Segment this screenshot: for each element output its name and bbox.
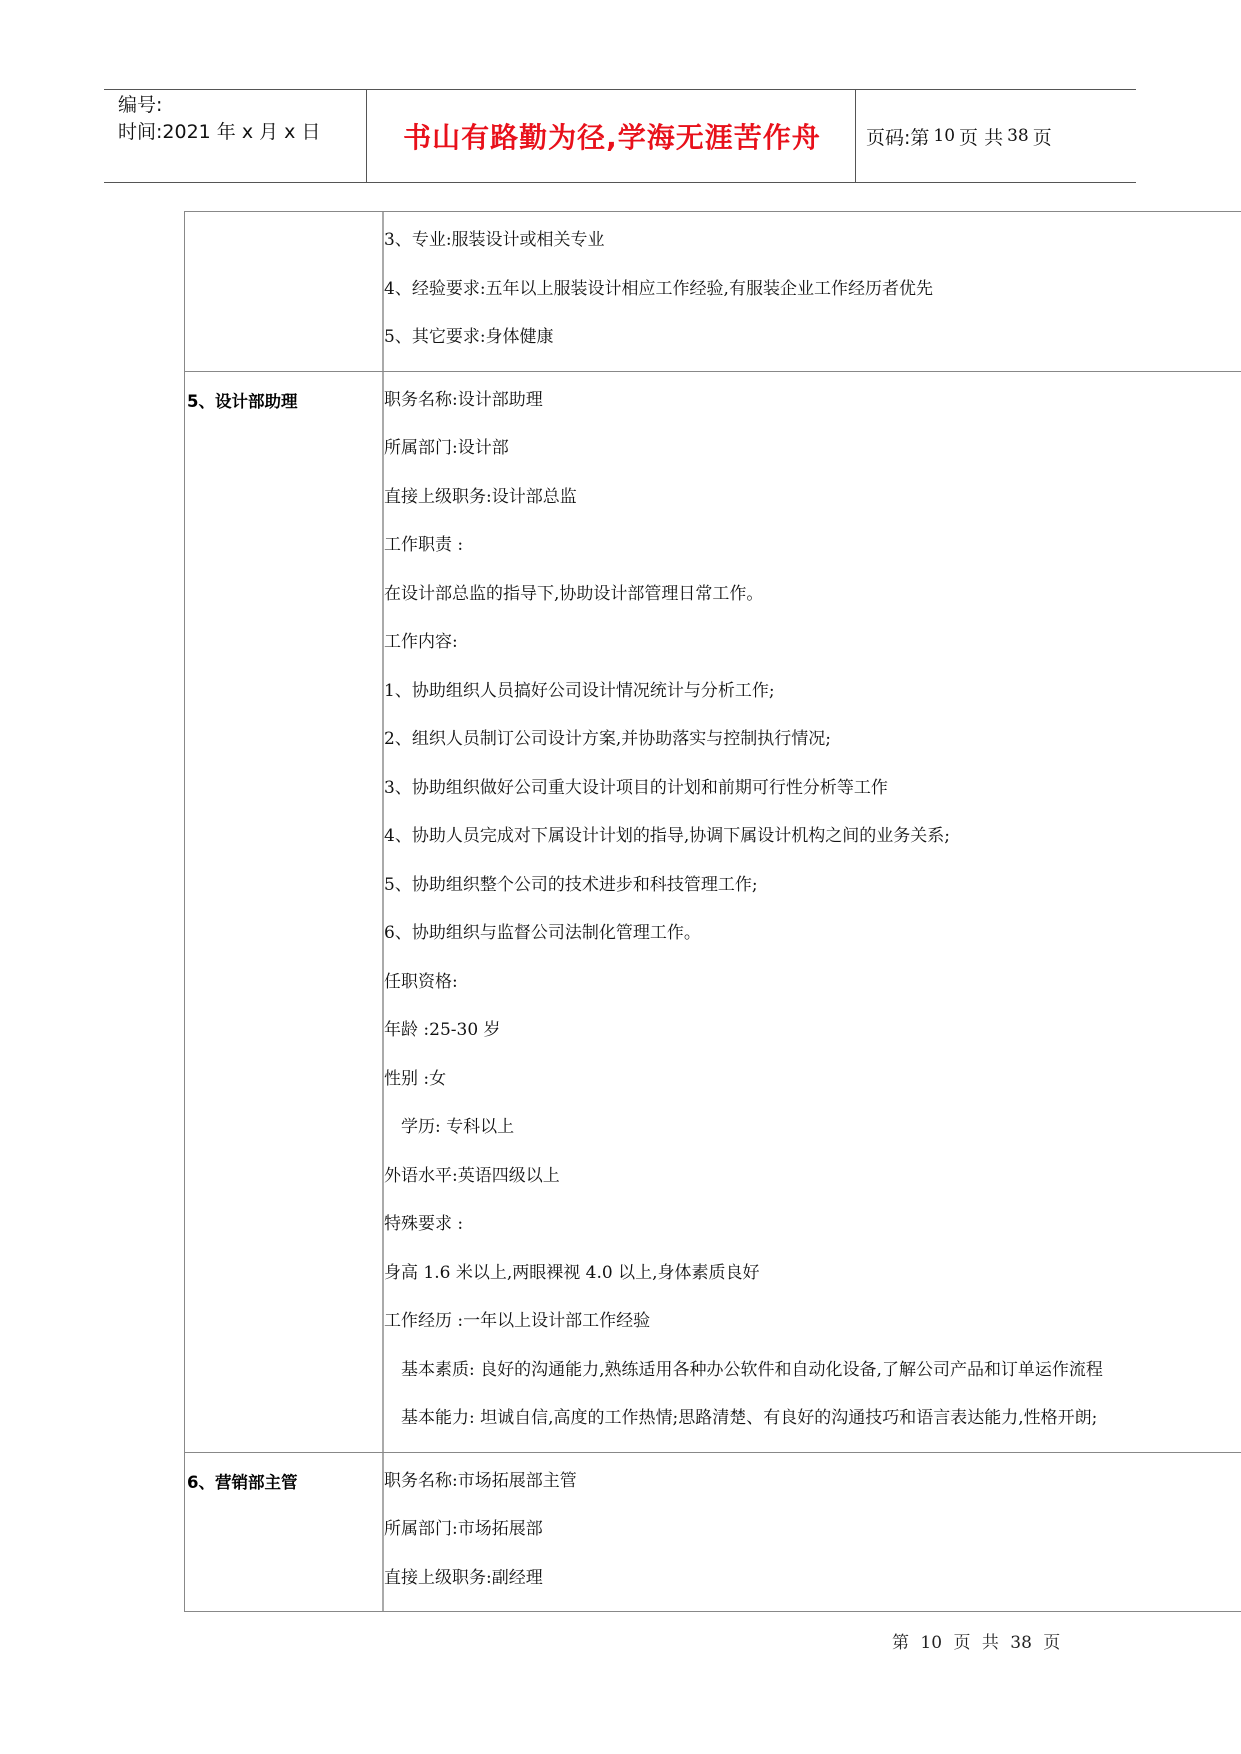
- job-description-table: [184, 211, 1241, 1612]
- detail-line: 身高 1.6 米以上,两眼裸视 4.0 以上,身体素质良好: [384, 1262, 760, 1283]
- detail-line: 职务名称:设计部助理: [384, 389, 543, 410]
- table-row: [184, 211, 1241, 371]
- position-title-cell: 6、营销部主管: [184, 1453, 384, 1612]
- detail-line: 5、协助组织整个公司的技术进步和科技管理工作;: [384, 874, 758, 895]
- detail-line: 外语水平:英语四级以上: [384, 1165, 560, 1186]
- detail-line: 2、组织人员制订公司设计方案,并协助落实与控制执行情况;: [384, 729, 831, 749]
- detail-line: 直接上级职务:副经理: [384, 1567, 543, 1588]
- document-number-label: 编号:: [118, 94, 163, 116]
- detail-line: 工作职责 :: [384, 535, 464, 555]
- position-details-cell: [384, 1453, 1241, 1612]
- detail-line: 性别 :女: [384, 1068, 447, 1089]
- detail-line: 所属部门:市场拓展部: [384, 1519, 543, 1539]
- detail-line: 3、协助组织做好公司重大设计项目的计划和前期可行性分析等工作: [384, 777, 888, 798]
- page-suffix: 页: [1032, 126, 1052, 149]
- page-footer: 第 10 页 共 38 页: [892, 1633, 1061, 1653]
- table-row: [184, 371, 1241, 1452]
- detail-line: 1、协助组织人员搞好公司设计情况统计与分析工作;: [384, 680, 775, 701]
- table-row: [184, 1452, 1241, 1613]
- detail-line: 6、协助组织与监督公司法制化管理工作。: [384, 923, 701, 943]
- page-current: 10: [933, 126, 956, 146]
- position-title-cell: [184, 212, 384, 371]
- header-bottom-rule: [104, 182, 1136, 183]
- detail-line: 直接上级职务:设计部总监: [384, 486, 577, 507]
- position-details-cell: [384, 372, 1241, 1452]
- detail-line: 4、协助人员完成对下属设计计划的指导,协调下属设计机构之间的业务关系;: [384, 826, 950, 846]
- detail-line: 任职资格:: [384, 971, 458, 992]
- document-time-label: 时间:2021 年 x 月 x 日: [118, 121, 321, 143]
- header-page-indicator: [866, 90, 1052, 182]
- detail-line: 所属部门:设计部: [384, 438, 509, 458]
- detail-line: 职务名称:市场拓展部主管: [384, 1470, 577, 1491]
- detail-line: 工作经历 :一年以上设计部工作经验: [384, 1311, 651, 1331]
- detail-line: 工作内容:: [384, 632, 458, 652]
- detail-line: 年龄 :25-30 岁: [384, 1020, 501, 1040]
- detail-line: 基本素质: 良好的沟通能力,熟练适用各种办公软件和自动化设备,了解公司产品和订单运作流程: [401, 1359, 1103, 1380]
- position-title-cell: 5、设计部助理: [184, 372, 384, 1452]
- header-motto: 书山有路勤为径,学海无涯苦作舟: [403, 121, 821, 154]
- detail-line: 3、专业:服装设计或相关专业: [384, 230, 605, 250]
- page-prefix: 页码:第: [866, 126, 930, 149]
- header-meta: [118, 92, 320, 146]
- detail-line: 4、经验要求:五年以上服装设计相应工作经验,有服装企业工作经历者优先: [384, 278, 933, 299]
- page-mid: 页 共: [959, 126, 1004, 149]
- detail-line: 在设计部总监的指导下,协助设计部管理日常工作。: [384, 583, 764, 604]
- page-total: 38: [1007, 126, 1029, 146]
- detail-line: 学历: 专科以上: [401, 1117, 515, 1137]
- detail-line: 特殊要求 :: [384, 1214, 464, 1234]
- detail-line: 基本能力: 坦诚自信,高度的工作热情;思路清楚、有良好的沟通技巧和语言表达能力,性格开朗;: [401, 1408, 1098, 1428]
- position-details-cell: [384, 212, 1241, 371]
- detail-line: 5、其它要求:身体健康: [384, 327, 554, 347]
- header-divider-left: [366, 90, 367, 182]
